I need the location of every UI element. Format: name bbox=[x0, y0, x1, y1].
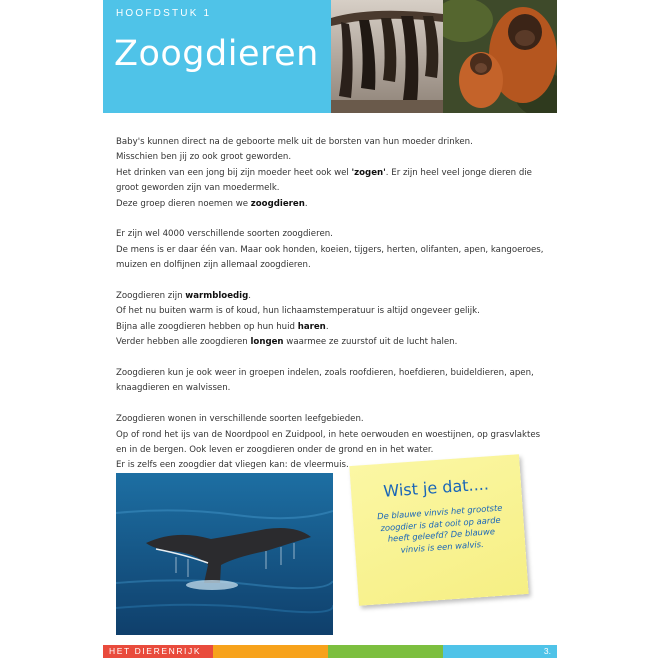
text-run: . bbox=[325, 321, 329, 332]
text-run: Op of rond het ijs van de Noordpool en Zuidpool, in hete oerwouden en woestijnen, op grasvlaktes en in de bergen. Ook leven er zoogdieren onder de grond en in het water. bbox=[116, 429, 541, 456]
body-paragraph bbox=[116, 135, 546, 150]
body-paragraph bbox=[116, 412, 546, 427]
text-run: . bbox=[248, 291, 252, 302]
body-paragraph bbox=[116, 304, 546, 319]
body-paragraph bbox=[116, 366, 546, 397]
text-run: Het drinken van een jong bij zijn moeder heet ook wel bbox=[116, 167, 352, 178]
footer-segment-blue bbox=[443, 645, 557, 658]
fun-fact-note bbox=[349, 454, 528, 606]
text-run: . bbox=[304, 198, 308, 209]
text-run: Of het nu buiten warm is of koud, hun lichaamstemperatuur is altijd ongeveer gelijk. bbox=[116, 306, 480, 317]
text-run: Baby's kunnen direct na de geboorte melk uit de borsten van hun moeder drinken. bbox=[116, 137, 473, 147]
footer-segment-green bbox=[328, 645, 443, 658]
bold-term: 'zogen' bbox=[351, 167, 386, 178]
body-paragraph bbox=[116, 197, 546, 212]
footer-bar bbox=[103, 645, 557, 658]
text-run: Deze groep dieren noemen we bbox=[116, 198, 251, 209]
bats-photo bbox=[331, 0, 443, 113]
text-run: . Er zijn heel veel jonge dieren die groot geworden zijn van moedermelk. bbox=[116, 167, 532, 194]
text-run: Zoogdieren kun je ook weer in groepen indelen, zoals roofdieren, hoefdieren, buideldieren, apen, knaagdieren en walvissen. bbox=[116, 368, 534, 394]
body-paragraph bbox=[116, 227, 546, 242]
body-text bbox=[116, 135, 546, 474]
chapter-header bbox=[103, 0, 557, 113]
text-run: Bijna alle zoogdieren hebben op hun huid bbox=[116, 321, 298, 332]
text-run: Zoogdieren wonen in verschillende soorten leefgebieden. bbox=[116, 414, 364, 425]
chapter-label: HOOFDSTUK 1 bbox=[116, 8, 212, 19]
body-paragraph bbox=[116, 335, 546, 350]
text-run: De mens is er daar één van. Maar ook honden, koeien, tijgers, herten, olifanten, apen, kangoeroes, muizen en dolfijnen zijn allemaal zoogdieren. bbox=[116, 244, 544, 271]
note-text: De blauwe vinvis het grootste zoogdier is dat ooit op aarde heeft geleefd? De blauwe vinvis is een walvis. bbox=[376, 502, 503, 555]
body-paragraph bbox=[116, 243, 546, 274]
text-run: Er zijn wel 4000 verschillende soorten zoogdieren. bbox=[116, 229, 333, 240]
text-run: waarmee ze zuurstof uit de lucht halen. bbox=[283, 337, 458, 348]
page-number: 3. bbox=[543, 646, 551, 656]
bold-term: warmbloedig bbox=[185, 291, 249, 302]
orangutan-photo bbox=[443, 0, 557, 113]
body-paragraph bbox=[116, 289, 546, 304]
text-run: Zoogdieren zijn bbox=[116, 291, 186, 302]
body-paragraph bbox=[116, 150, 546, 165]
note-title: Wist je dat.... bbox=[382, 474, 490, 501]
footer-segment-orange bbox=[213, 645, 328, 658]
footer-label: HET DIERENRIJK bbox=[109, 646, 202, 656]
header-band bbox=[103, 0, 331, 113]
body-paragraph bbox=[116, 428, 546, 459]
bold-term: longen bbox=[250, 337, 284, 348]
text-run: Misschien ben jij zo ook groot geworden. bbox=[116, 152, 292, 163]
bold-term: haren bbox=[297, 321, 326, 332]
text-run: Er is zelfs een zoogdier dat vliegen kan: de vleermuis. bbox=[116, 460, 349, 471]
whale-tail-photo bbox=[116, 473, 333, 635]
body-paragraph bbox=[116, 166, 546, 197]
body-paragraph bbox=[116, 320, 546, 335]
bold-term: zoogdieren bbox=[250, 198, 305, 209]
text-run: Verder hebben alle zoogdieren bbox=[116, 337, 251, 348]
page-title: Zoogdieren bbox=[114, 34, 319, 74]
